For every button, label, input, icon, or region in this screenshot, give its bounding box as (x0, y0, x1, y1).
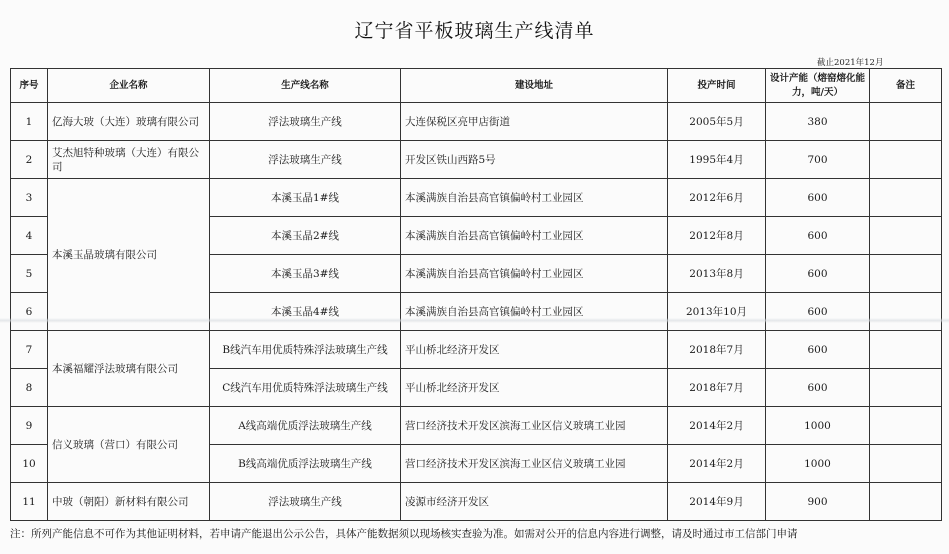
header-cell: 序号 (11, 69, 48, 103)
start-date-cell: 2018年7月 (668, 331, 766, 369)
remark-cell (870, 445, 942, 483)
capacity-cell: 600 (766, 217, 870, 255)
capacity-cell: 900 (766, 483, 870, 521)
capacity-cell: 1000 (766, 445, 870, 483)
company-name-cell: 亿海大玻（大连）玻璃有限公司 (48, 103, 210, 141)
row-number-cell: 9 (11, 407, 48, 445)
header-cell: 企业名称 (48, 69, 210, 103)
cutoff-date: 截止2021年12月 (817, 58, 884, 68)
header-cell: 投产时间 (668, 69, 766, 103)
table-row (11, 179, 942, 217)
remark-cell (870, 179, 942, 217)
line-name-cell: 本溪玉晶3#线 (210, 255, 401, 293)
line-name-cell: 浮法玻璃生产线 (210, 103, 401, 141)
capacity-cell: 600 (766, 179, 870, 217)
row-number-cell: 2 (11, 141, 48, 179)
company-name-cell: 信义玻璃（营口）有限公司 (48, 407, 210, 483)
company-name-cell: 中玻（朝阳）新材料有限公司 (48, 483, 210, 521)
header-row (11, 69, 942, 103)
row-number-cell: 7 (11, 331, 48, 369)
remark-cell (870, 293, 942, 331)
start-date-cell: 2012年6月 (668, 179, 766, 217)
row-number-cell: 8 (11, 369, 48, 407)
remark-cell (870, 331, 942, 369)
start-date-cell: 2005年5月 (668, 103, 766, 141)
row-number-cell: 4 (11, 217, 48, 255)
start-date-cell: 2018年7月 (668, 369, 766, 407)
table-body (11, 103, 942, 521)
remark-cell (870, 369, 942, 407)
line-name-cell: 浮法玻璃生产线 (210, 141, 401, 179)
address-cell: 营口经济技术开发区滨海工业区信义玻璃工业园 (401, 445, 668, 483)
row-number-cell: 1 (11, 103, 48, 141)
table-row (11, 407, 942, 445)
start-date-cell: 2014年2月 (668, 445, 766, 483)
row-number-cell: 10 (11, 445, 48, 483)
company-name-cell: 本溪福耀浮法玻璃有限公司 (48, 331, 210, 407)
address-cell: 营口经济技术开发区滨海工业区信义玻璃工业园 (401, 407, 668, 445)
line-name-cell: C线汽车用优质特殊浮法玻璃生产线 (210, 369, 401, 407)
capacity-cell: 700 (766, 141, 870, 179)
capacity-cell: 600 (766, 369, 870, 407)
remark-cell (870, 483, 942, 521)
address-cell: 本溪满族自治县高官镇偏岭村工业园区 (401, 293, 668, 331)
start-date-cell: 2013年10月 (668, 293, 766, 331)
line-name-cell: 本溪玉晶4#线 (210, 293, 401, 331)
start-date-cell: 2014年2月 (668, 407, 766, 445)
company-name-cell: 艾杰旭特种玻璃（大连）有限公司 (48, 141, 210, 179)
line-name-cell: 本溪玉晶1#线 (210, 179, 401, 217)
address-cell: 本溪满族自治县高官镇偏岭村工业园区 (401, 217, 668, 255)
capacity-cell: 600 (766, 331, 870, 369)
remark-cell (870, 255, 942, 293)
address-cell: 开发区铁山西路5号 (401, 141, 668, 179)
line-name-cell: 浮法玻璃生产线 (210, 483, 401, 521)
row-number-cell: 6 (11, 293, 48, 331)
capacity-cell: 1000 (766, 407, 870, 445)
table-row (11, 483, 942, 521)
line-name-cell: A线高端优质浮法玻璃生产线 (210, 407, 401, 445)
start-date-cell: 1995年4月 (668, 141, 766, 179)
table-row (11, 331, 942, 369)
remark-cell (870, 141, 942, 179)
table-row (11, 103, 942, 141)
start-date-cell: 2012年8月 (668, 217, 766, 255)
capacity-cell: 600 (766, 255, 870, 293)
row-number-cell: 5 (11, 255, 48, 293)
table-row (11, 141, 942, 179)
document-title: 辽宁省平板玻璃生产线清单 (354, 20, 595, 42)
address-cell: 本溪满族自治县高官镇偏岭村工业园区 (401, 179, 668, 217)
row-number-cell: 11 (11, 483, 48, 521)
start-date-cell: 2014年9月 (668, 483, 766, 521)
production-line-table (10, 68, 942, 521)
start-date-cell: 2013年8月 (668, 255, 766, 293)
line-name-cell: B线汽车用优质特殊浮法玻璃生产线 (210, 331, 401, 369)
line-name-cell: 本溪玉晶2#线 (210, 217, 401, 255)
header-cell: 设计产能（熔窑熔化能力，吨/天） (766, 69, 870, 103)
footnote: 注：所列产能信息不可作为其他证明材料，若申请产能退出公示公告，具体产能数据须以现场核实查验为准。如需对公开的信息内容进行调整，请及时通过市工信部门申请 (10, 528, 798, 540)
address-cell: 本溪满族自治县高官镇偏岭村工业园区 (401, 255, 668, 293)
capacity-cell: 600 (766, 293, 870, 331)
remark-cell (870, 407, 942, 445)
remark-cell (870, 103, 942, 141)
company-name-cell: 本溪玉晶玻璃有限公司 (48, 179, 210, 331)
row-number-cell: 3 (11, 179, 48, 217)
remark-cell (870, 217, 942, 255)
line-name-cell: B线高端优质浮法玻璃生产线 (210, 445, 401, 483)
header-cell: 建设地址 (401, 69, 668, 103)
capacity-cell: 380 (766, 103, 870, 141)
address-cell: 凌源市经济开发区 (401, 483, 668, 521)
address-cell: 平山桥北经济开发区 (401, 369, 668, 407)
address-cell: 大连保税区亮甲店街道 (401, 103, 668, 141)
header-cell: 备注 (870, 69, 942, 103)
address-cell: 平山桥北经济开发区 (401, 331, 668, 369)
header-cell: 生产线名称 (210, 69, 401, 103)
